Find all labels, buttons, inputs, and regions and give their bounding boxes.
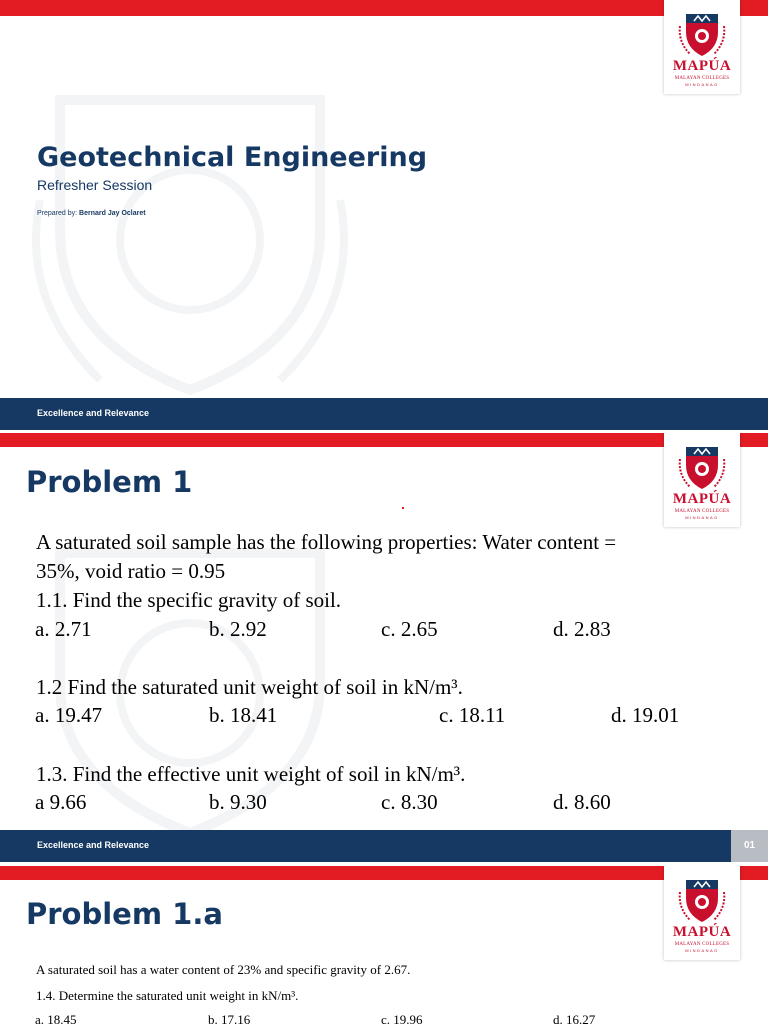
footer-bar — [0, 830, 731, 862]
slide-title: Problem 1 — [26, 465, 193, 499]
deck-title: Geotechnical Engineering — [37, 142, 428, 173]
choice-d: d. 8.60 — [553, 790, 611, 814]
mapua-logo — [664, 0, 740, 94]
logo-subtitle: MALAYAN COLLEGES — [674, 76, 730, 81]
problem-intro: A saturated soil has a water content of 23% and specific gravity of 2.67. — [36, 962, 411, 977]
choice-d: d. 2.83 — [553, 617, 611, 641]
red-dot — [402, 507, 404, 509]
mapua-logo — [664, 433, 740, 527]
mapua-seal-icon — [676, 8, 728, 60]
top-red-bar — [0, 0, 768, 16]
mapua-seal-icon — [676, 441, 728, 493]
choice-b: b. 2.92 — [209, 617, 267, 641]
author-name: Bernard Jay Oclaret — [79, 210, 146, 217]
prepared-label: Prepared by: — [37, 210, 78, 217]
logo-campus: MINDANAO — [685, 515, 719, 520]
logo-subtitle: MALAYAN COLLEGES — [674, 509, 730, 514]
problem-1a-slide — [0, 866, 768, 1024]
footer-tagline: Excellence and Relevance — [37, 840, 150, 850]
mapua-logo — [664, 866, 740, 960]
problem-intro-line-2: 35%, void ratio = 0.95 — [36, 559, 226, 583]
choice-d: d. 19.01 — [611, 703, 680, 727]
choice-c: c. 8.30 — [381, 790, 438, 814]
title-slide — [0, 0, 768, 432]
choice-b: b. 17.16 — [208, 1012, 251, 1024]
logo-subtitle: MALAYAN COLLEGES — [674, 942, 730, 947]
prepared-by — [37, 210, 146, 217]
choice-d: d. 16.27 — [553, 1012, 596, 1024]
slide-title: Problem 1.a — [26, 897, 223, 931]
top-red-bar — [0, 433, 768, 447]
footer-tagline: Excellence and Relevance — [37, 408, 150, 418]
logo-name: MAPÚA — [672, 924, 732, 940]
top-red-bar — [0, 866, 768, 880]
logo-campus: MINDANAO — [685, 82, 719, 87]
choice-b: b. 9.30 — [209, 790, 267, 814]
choice-a: a 9.66 — [35, 790, 87, 814]
choice-c: c. 18.11 — [439, 703, 506, 727]
deck-subtitle: Refresher Session — [37, 177, 153, 193]
logo-name: MAPÚA — [672, 58, 732, 74]
choice-c: c. 19.96 — [381, 1012, 423, 1024]
choice-a: a. 18.45 — [35, 1012, 77, 1024]
mapua-seal-icon — [676, 874, 728, 926]
problem-1-slide — [0, 433, 768, 865]
choice-a: a. 2.71 — [35, 617, 92, 641]
choice-a: a. 19.47 — [35, 703, 103, 727]
logo-name: MAPÚA — [672, 491, 732, 507]
question-1-1: 1.1. Find the specific gravity of soil. — [36, 588, 342, 612]
problem-intro-line-1: A saturated soil sample has the following properties: Water content = — [36, 530, 617, 554]
choice-c: c. 2.65 — [381, 617, 438, 641]
page-number: 01 — [731, 830, 768, 862]
question-1-2: 1.2 Find the saturated unit weight of soil in kN/m³. — [36, 675, 463, 699]
footer-bar — [0, 398, 768, 430]
question-1-3: 1.3. Find the effective unit weight of soil in kN/m³. — [36, 762, 466, 786]
choice-b: b. 18.41 — [209, 703, 278, 727]
question-1-4: 1.4. Determine the saturated unit weight in kN/m³. — [36, 988, 299, 1003]
seal-watermark-icon — [20, 80, 360, 400]
logo-campus: MINDANAO — [685, 948, 719, 953]
